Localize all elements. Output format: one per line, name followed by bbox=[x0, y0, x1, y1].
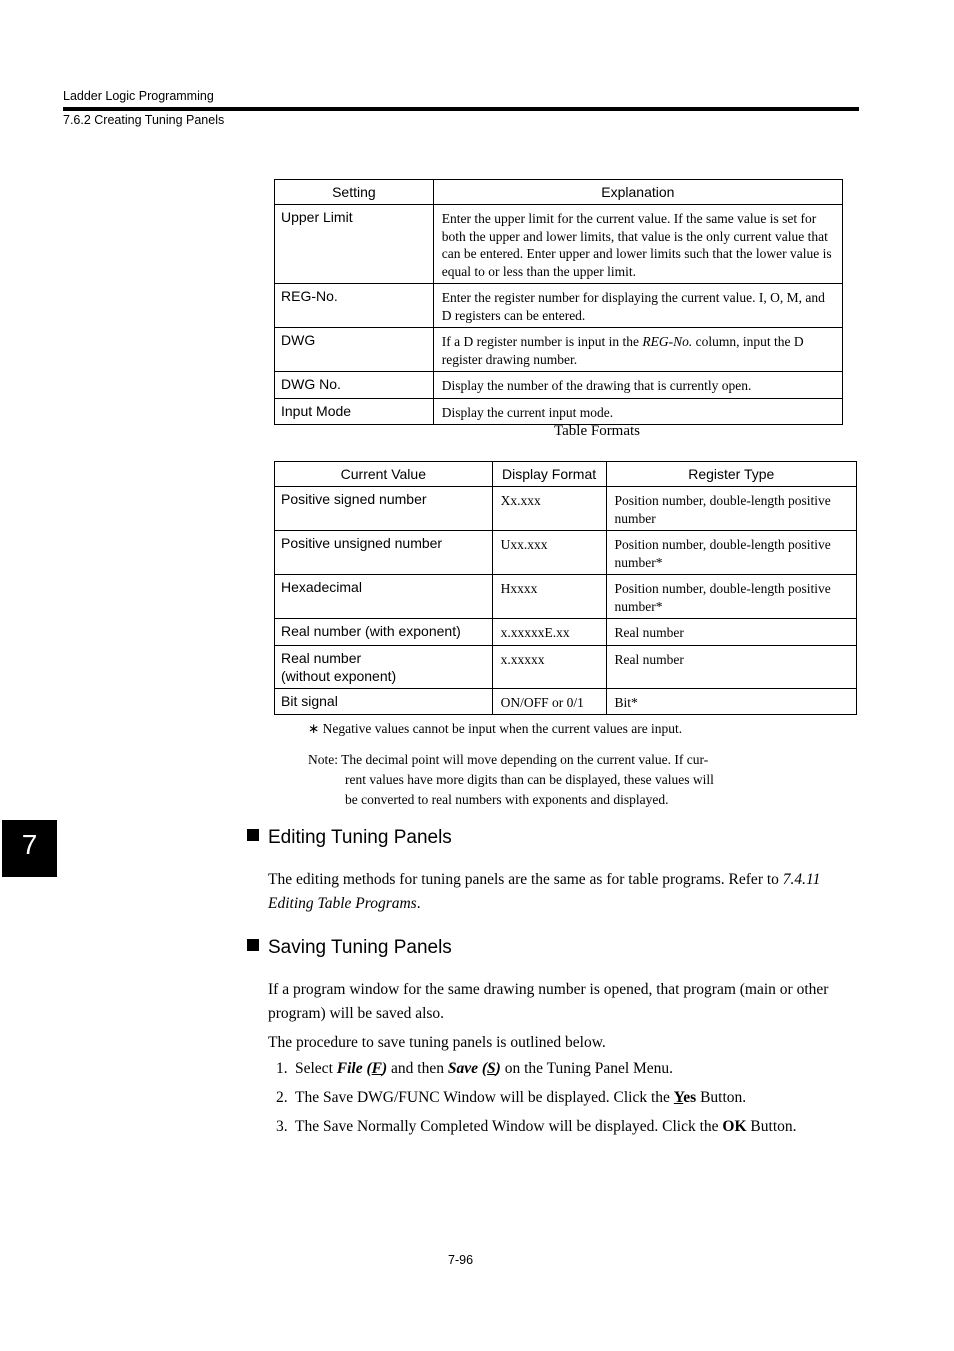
running-header-section: 7.6.2 Creating Tuning Panels bbox=[63, 113, 225, 127]
register-type-cell: Bit* bbox=[606, 688, 856, 715]
table-header-row bbox=[275, 462, 857, 487]
square-bullet-icon bbox=[247, 939, 259, 951]
list-item bbox=[276, 1060, 673, 1078]
note-line: be converted to real numbers with exponents and displayed. bbox=[345, 792, 669, 807]
column-header: Explanation bbox=[433, 180, 842, 205]
menu-file: ) bbox=[381, 1060, 388, 1077]
explanation-cell: Display the number of the drawing that is currently open. bbox=[433, 372, 842, 399]
square-bullet-icon bbox=[247, 829, 259, 841]
list-number: 1. bbox=[276, 1060, 288, 1077]
editing-paragraph bbox=[268, 868, 853, 915]
setting-cell: Input Mode bbox=[275, 398, 434, 425]
step-text: Button. bbox=[696, 1089, 747, 1106]
explanation-cell: Enter the upper limit for the current value. If the same value is set for both the upper and lower limits, that value is the only current value that can be entered. Enter upper and lower limits such that the lower value is equal to or less than the upper limit. bbox=[433, 205, 842, 284]
register-type-cell: Real number bbox=[606, 619, 856, 646]
register-type-cell: Position number, double-length positive number bbox=[606, 487, 856, 531]
table-row bbox=[275, 688, 857, 715]
running-header-chapter: Ladder Logic Programming bbox=[63, 89, 214, 103]
yes-label: es bbox=[683, 1089, 697, 1106]
cross-reference: 7.4.11 Editing Table Programs bbox=[268, 871, 821, 912]
menu-file-key: F bbox=[371, 1060, 382, 1077]
table-row bbox=[275, 205, 843, 284]
current-value-cell: Hexadecimal bbox=[275, 575, 493, 619]
saving-paragraph: The procedure to save tuning panels is outlined below. bbox=[268, 1034, 606, 1051]
table-row bbox=[275, 328, 843, 372]
explanation-text: column, input the D register drawing number. bbox=[441, 334, 804, 367]
settings-table bbox=[274, 179, 843, 425]
list-number: 3. bbox=[276, 1118, 288, 1135]
list-item bbox=[276, 1118, 797, 1136]
explanation-emphasis: REG-No. bbox=[642, 334, 693, 349]
current-value-cell: Real number (with exponent) bbox=[275, 619, 493, 646]
setting-cell: REG-No. bbox=[275, 284, 434, 328]
step-text: Select bbox=[295, 1060, 337, 1077]
note-line: rent values have more digits than can be displayed, these values will bbox=[345, 772, 714, 787]
register-type-cell: Position number, double-length positive number* bbox=[606, 575, 856, 619]
saving-heading-text: Saving Tuning Panels bbox=[268, 937, 452, 958]
note bbox=[308, 750, 748, 810]
header-rule bbox=[63, 107, 859, 111]
display-format-cell: Uxx.xxx bbox=[492, 531, 606, 575]
register-type-cell: Real number bbox=[606, 645, 856, 688]
explanation-cell bbox=[433, 328, 842, 372]
yes-key: Y bbox=[673, 1089, 684, 1106]
table-caption: Table Formats bbox=[554, 423, 641, 439]
table-row bbox=[275, 575, 857, 619]
display-format-cell: x.xxxxx bbox=[492, 645, 606, 688]
setting-cell: DWG bbox=[275, 328, 434, 372]
table-row bbox=[275, 619, 857, 646]
column-header: Register Type bbox=[606, 462, 856, 487]
current-value-cell: Bit signal bbox=[275, 688, 493, 715]
column-header: Current Value bbox=[275, 462, 493, 487]
step-text: and then bbox=[387, 1060, 448, 1077]
step-text: Button. bbox=[746, 1118, 797, 1135]
step-text: The Save Normally Completed Window will be displayed. Click the bbox=[295, 1118, 723, 1135]
current-value-line: (without exponent) bbox=[281, 667, 397, 684]
chapter-tab: 7 bbox=[2, 820, 57, 877]
footnote: ∗ Negative values cannot be input when the current values are input. bbox=[308, 721, 683, 736]
display-format-cell: Xx.xxx bbox=[492, 487, 606, 531]
display-format-cell: Hxxxx bbox=[492, 575, 606, 619]
note-line: Note: The decimal point will move depending on the current value. If cur- bbox=[308, 752, 709, 767]
saving-heading bbox=[247, 937, 452, 959]
table-row bbox=[275, 645, 857, 688]
paragraph-text: . bbox=[416, 894, 421, 912]
explanation-cell: Display the current input mode. bbox=[433, 398, 842, 425]
current-value-cell bbox=[275, 645, 493, 688]
menu-save: ) bbox=[495, 1060, 501, 1077]
menu-save-key: S bbox=[487, 1060, 496, 1077]
column-header: Display Format bbox=[492, 462, 606, 487]
saving-paragraph: If a program window for the same drawing number is opened, that program (main or other program) will be saved also. bbox=[268, 981, 829, 1022]
column-header: Setting bbox=[275, 180, 434, 205]
step-text: on the Tuning Panel Menu. bbox=[500, 1060, 674, 1077]
menu-file: File ( bbox=[336, 1060, 372, 1077]
paragraph-text: The editing methods for tuning panels are the same as for table programs. Refer to bbox=[268, 871, 783, 888]
display-format-cell: x.xxxxxE.xx bbox=[492, 619, 606, 646]
step-text: The Save DWG/FUNC Window will be displayed. Click the bbox=[295, 1089, 674, 1106]
current-value-line: Real number bbox=[281, 649, 362, 666]
setting-cell: Upper Limit bbox=[275, 205, 434, 284]
current-value-cell: Positive signed number bbox=[275, 487, 493, 531]
editing-heading bbox=[247, 827, 452, 849]
table-row bbox=[275, 372, 843, 399]
editing-heading-text: Editing Tuning Panels bbox=[268, 827, 452, 848]
menu-save: Save ( bbox=[447, 1060, 488, 1077]
table-header-row bbox=[275, 180, 843, 205]
formats-table bbox=[274, 461, 857, 715]
list-item bbox=[276, 1089, 746, 1107]
table-row bbox=[275, 398, 843, 425]
display-format-cell: ON/OFF or 0/1 bbox=[492, 688, 606, 715]
explanation-text: If a D register number is input in the bbox=[441, 334, 643, 349]
current-value-cell: Positive unsigned number bbox=[275, 531, 493, 575]
table-row bbox=[275, 531, 857, 575]
explanation-cell: Enter the register number for displaying the current value. I, O, M, and D registers can be entered. bbox=[433, 284, 842, 328]
ok-label: OK bbox=[722, 1118, 747, 1135]
register-type-cell: Position number, double-length positive number* bbox=[606, 531, 856, 575]
table-row bbox=[275, 284, 843, 328]
table-row bbox=[275, 487, 857, 531]
setting-cell: DWG No. bbox=[275, 372, 434, 399]
page-number: 7-96 bbox=[448, 1253, 474, 1267]
list-number: 2. bbox=[276, 1089, 288, 1106]
